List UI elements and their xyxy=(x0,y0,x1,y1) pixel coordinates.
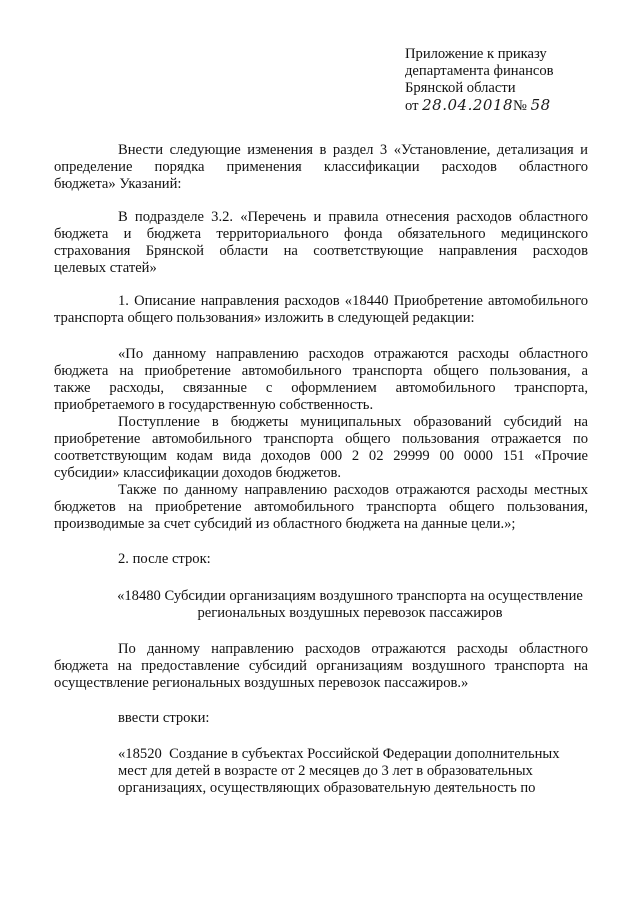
para11-line-1: «18520 Создание в субъектах Российской Федерации дополнительных xyxy=(118,746,560,762)
para3-line-1: 1. Описание направления расходов «18440 Приобретение автомобильного xyxy=(118,293,588,309)
handwritten-date: 28.04.2018 xyxy=(422,96,514,114)
para2-line-3: страхования Брянской области на соответствующие направления расходов xyxy=(54,243,588,259)
header-line-2: департамента финансов xyxy=(405,63,554,79)
para9-line-1: По данному направлению расходов отражаются расходы областного xyxy=(118,641,588,657)
para8-line-2: региональных воздушных перевозок пассажиров xyxy=(197,605,503,621)
para4-line-1: «По данному направлению расходов отражаются расходы областного xyxy=(118,346,588,362)
para4-line-2: бюджета на приобретение автомобильного транспорта общего пользования, а xyxy=(54,363,588,379)
para4-line-3: также расходы, связанные с оформлением автомобильного транспорта, xyxy=(54,380,588,396)
para6-line-1: Также по данному направлению расходов отражаются расходы местных xyxy=(118,482,588,498)
header-line-1: Приложение к приказу xyxy=(405,46,547,62)
para8-line-1: «18480 Субсидии организациям воздушного транспорта на осуществление xyxy=(117,588,583,604)
para11-line-2: мест для детей в возрасте от 2 месяцев до 3 лет в образовательных xyxy=(118,763,533,779)
para9-line-2: бюджета на предоставление субсидий организациям воздушного транспорта на xyxy=(54,658,588,674)
handwritten-order-number: 58 xyxy=(530,96,551,114)
para2-line-2: бюджета и бюджета территориального фонда обязательного медицинского xyxy=(54,226,588,242)
para1-line-1: Внести следующие изменения в раздел 3 «Установление, детализация и xyxy=(118,142,588,158)
para5-line-1: Поступление в бюджеты муниципальных образований субсидий на xyxy=(118,414,588,430)
para5-line-3: соответствующим кодам вида доходов 000 2 02 29999 00 0000 151 «Прочие xyxy=(54,448,588,464)
para5-line-2: приобретение автомобильного транспорта общего пользования отражается по xyxy=(54,431,588,447)
para1-line-2: определение порядка применения классификации расходов областного xyxy=(54,159,588,175)
para4-line-4: приобретаемого в государственную собственность. xyxy=(54,397,374,413)
para2-line-4: целевых статей» xyxy=(54,260,157,276)
header-line-4 xyxy=(405,97,551,116)
header-line-3: Брянской области xyxy=(405,80,516,96)
para1-line-3: бюджета» Указаний: xyxy=(54,176,182,192)
para10-line: ввести строки: xyxy=(118,710,210,726)
number-sign: № xyxy=(513,98,527,114)
para2-line-1: В подразделе 3.2. «Перечень и правила отнесения расходов областного xyxy=(118,209,588,225)
para5-line-4: субсидии» классификации доходов бюджетов. xyxy=(54,465,342,481)
para9-line-3: осуществление региональных воздушных перевозок пассажиров.» xyxy=(54,675,469,691)
para11-line-3: организациях, осуществляющих образовательную деятельность по xyxy=(118,780,536,796)
para6-line-3: производимые за счет субсидий из областного бюджета на данные цели.»; xyxy=(54,516,516,532)
para6-line-2: бюджетов на приобретение автомобильного транспорта общего пользования, xyxy=(54,499,588,515)
para3-line-2: транспорта общего пользования» изложить в следующей редакции: xyxy=(54,310,475,326)
header-date-prefix: от xyxy=(405,98,419,114)
para7-line: 2. после строк: xyxy=(118,551,211,567)
